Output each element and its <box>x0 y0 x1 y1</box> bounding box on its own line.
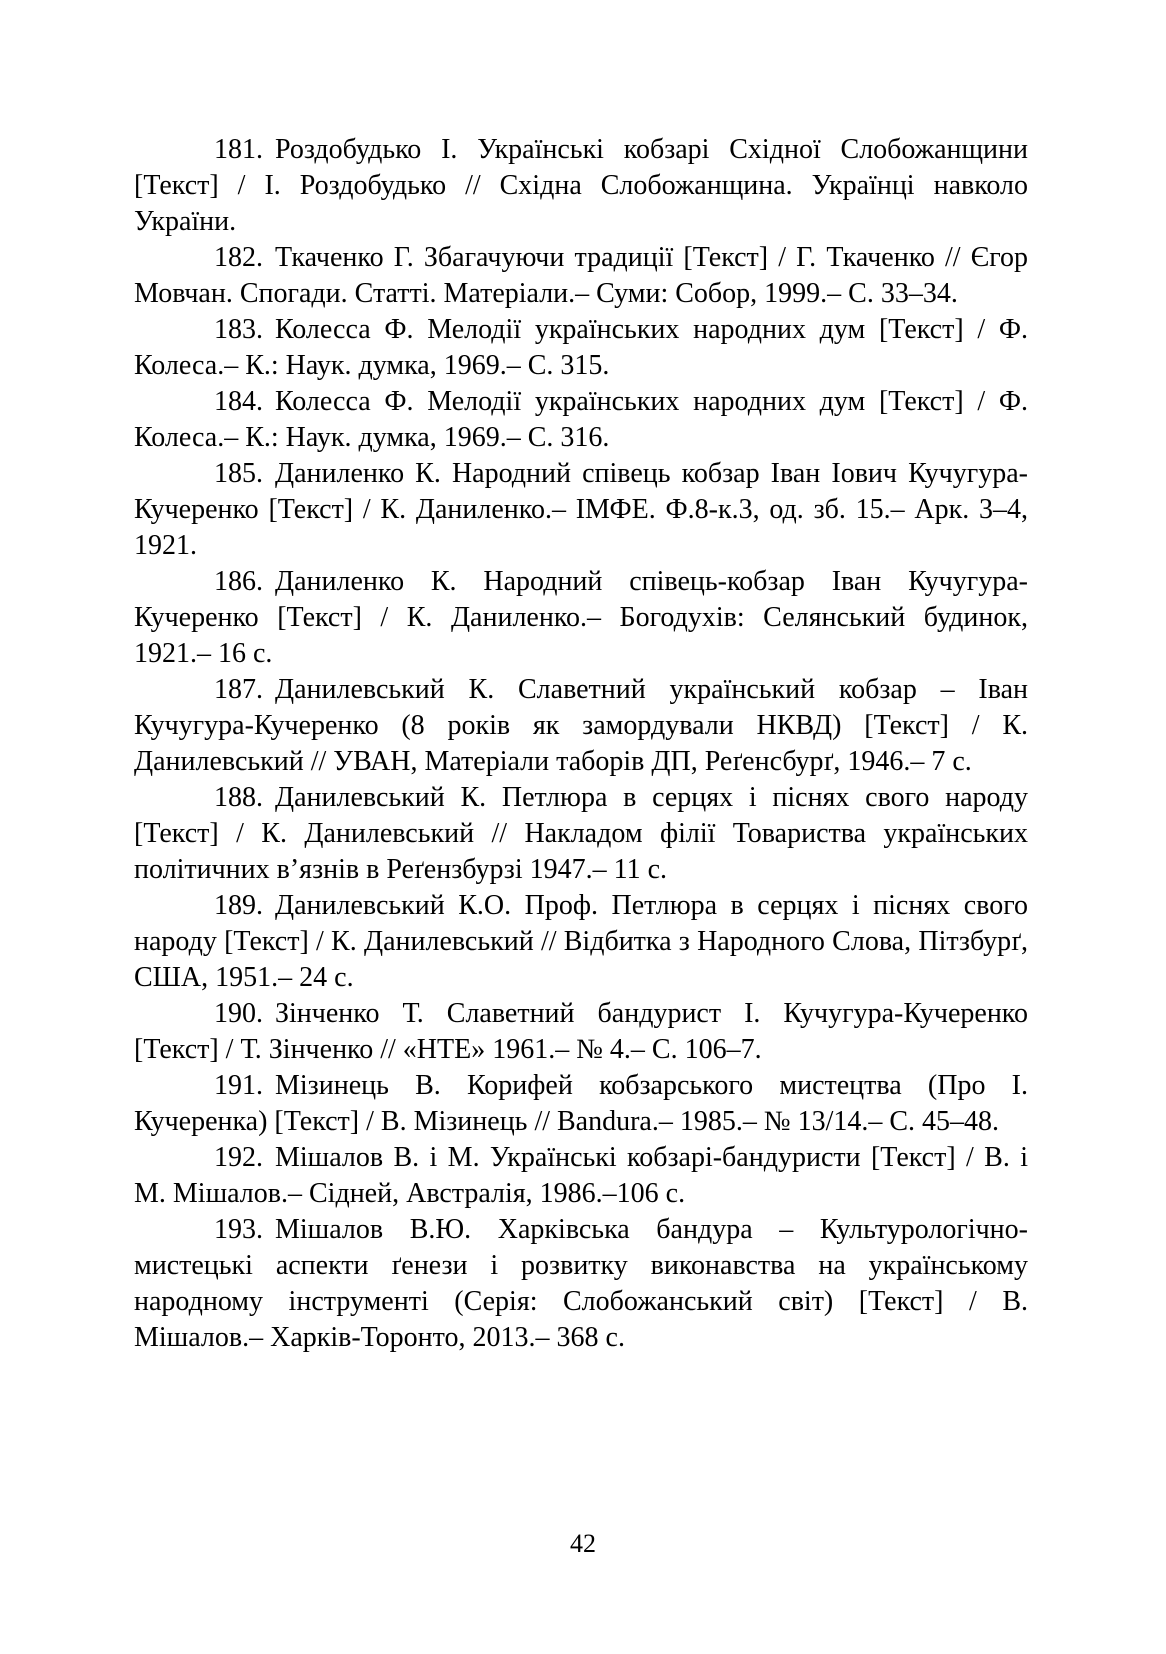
entry-text: Данилевський К.О. Проф. Петлюра в серцях і піснях свого народу [Текст] / К. Данилевський // Відбитка з Народного Слова, Пітзбурґ, США, 1951.– 24 с. <box>134 890 1028 993</box>
entry-text: Роздобудько І. Українські кобзарі Східної Слобожанщини [Текст] / І. Роздобудько // Східна Слобожанщина. Українці навколо України. <box>134 134 1028 237</box>
entry-number: 187. <box>214 674 263 705</box>
entry-text: Ткаченко Г. Збагачуючи традиції [Текст] / Г. Ткаченко // Єгор Мовчан. Спогади. Статті. Матеріали.– Суми: Собор, 1999.– С. 33–34. <box>134 242 1028 309</box>
entry-number: 189. <box>214 890 263 921</box>
bibliography-entry <box>134 1140 1028 1212</box>
entry-number: 186. <box>214 566 263 597</box>
entry-number: 181. <box>214 134 263 165</box>
entry-text: Данилевський К. Петлюра в серцях і піснях свого народу [Текст] / К. Данилевський // Накладом філії Товариства українських політичних в’язнів в Реґензбурзі 1947.– 11 с. <box>134 782 1028 885</box>
bibliography-entry <box>134 888 1028 996</box>
bibliography-entry <box>134 1068 1028 1140</box>
bibliography-entry <box>134 240 1028 312</box>
entry-text: Даниленко К. Народний співець-кобзар Іван Кучугура-Кучеренко [Текст] / К. Даниленко.– Богодухів: Селянський будинок, 1921.– 16 с. <box>134 566 1028 669</box>
page-number: 42 <box>570 1529 596 1558</box>
entry-number: 183. <box>214 314 263 345</box>
entry-number: 182. <box>214 242 263 273</box>
entry-text: Даниленко К. Народний співець кобзар Іван Іович Кучугура-Кучеренко [Текст] / К. Даниленко.– ІМФЕ. Ф.8-к.3, од. зб. 15.– Арк. 3–4, 1921. <box>134 458 1028 561</box>
entry-number: 185. <box>214 458 263 489</box>
entry-text: Мішалов В.Ю. Харківська бандура – Культурологічно-мистецькі аспекти ґенези і розвитку виконавства на українському народному інструменті (Серія: Слобожанський світ) [Текст] / В. Мішалов.– Харків-Торонто, 2013.– 368 с. <box>134 1214 1028 1353</box>
bibliography-entry <box>134 564 1028 672</box>
entry-text: Зінченко Т. Славетний бандурист І. Кучугура-Кучеренко [Текст] / Т. Зінченко // «НТЕ» 1961.– № 4.– С. 106–7. <box>134 998 1028 1065</box>
entry-text: Данилевський К. Славетний український кобзар – Іван Кучугура-Кучеренко (8 років як замордували НКВД) [Текст] / К. Данилевський // УВАН, Матеріали таборів ДП, Реґенсбурґ, 1946.– 7 с. <box>134 674 1028 777</box>
entry-text: Колесса Ф. Мелодії українських народних дум [Текст] / Ф. Колеса.– К.: Наук. думка, 1969.– С. 316. <box>134 386 1028 453</box>
entry-number: 192. <box>214 1142 263 1173</box>
entry-number: 193. <box>214 1214 263 1245</box>
bibliography-list <box>134 132 1028 1356</box>
bibliography-entry <box>134 132 1028 240</box>
bibliography-entry <box>134 456 1028 564</box>
bibliography-entry <box>134 384 1028 456</box>
bibliography-entry <box>134 1212 1028 1356</box>
entry-number: 188. <box>214 782 263 813</box>
bibliography-entry <box>134 996 1028 1068</box>
entry-text: Мішалов В. і М. Українські кобзарі-бандуристи [Текст] / В. і М. Мішалов.– Сідней, Австралія, 1986.–106 с. <box>134 1142 1028 1209</box>
entry-number: 190. <box>214 998 263 1029</box>
bibliography-entry <box>134 672 1028 780</box>
bibliography-entry <box>134 312 1028 384</box>
entry-number: 191. <box>214 1070 263 1101</box>
bibliography-entry <box>134 780 1028 888</box>
entry-number: 184. <box>214 386 263 417</box>
entry-text: Колесса Ф. Мелодії українських народних дум [Текст] / Ф. Колеса.– К.: Наук. думка, 1969.– С. 315. <box>134 314 1028 381</box>
entry-text: Мізинець В. Корифей кобзарського мистецтва (Про І. Кучеренка) [Текст] / В. Мізинець // Bandura.– 1985.– № 13/14.– С. 45–48. <box>134 1070 1028 1137</box>
